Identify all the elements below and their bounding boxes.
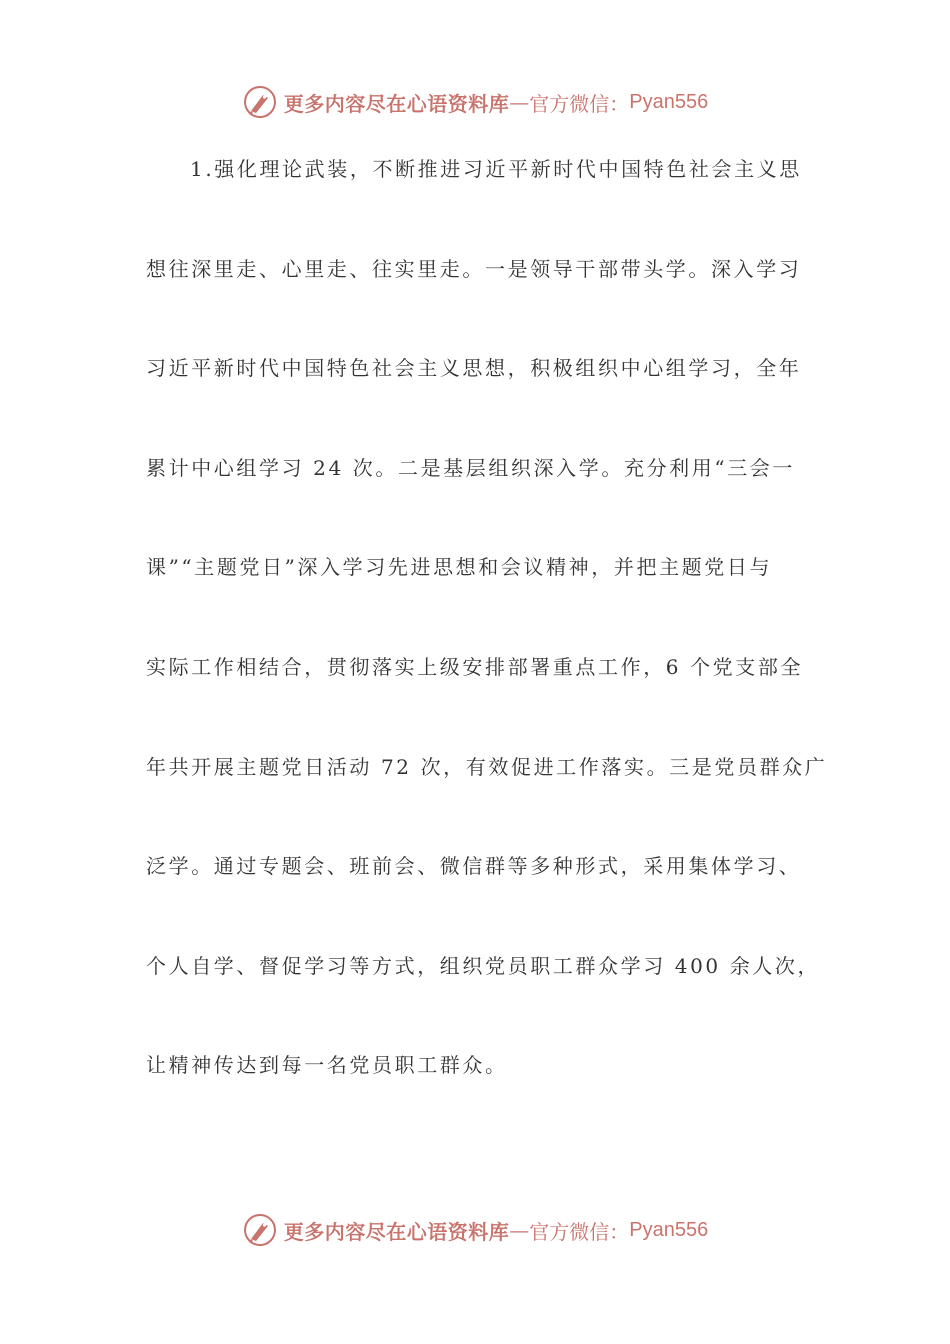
- paragraph-line: 个人自学、督促学习等方式，组织党员职工群众学习 400 余人次，: [146, 953, 821, 978]
- footer-banner: [0, 1208, 950, 1252]
- paragraph-line: 年共开展主题党日活动 72 次，有效促进工作落实。三是党员群众广: [146, 754, 828, 779]
- banner-wechat-label: 官方微信：: [529, 1219, 630, 1244]
- paragraph-line: 实际工作相结合，贯彻落实上级安排部署重点工作，6 个党支部全: [146, 654, 804, 679]
- banner-separator: —: [509, 1218, 530, 1242]
- pen-nib-logo-icon: [242, 1212, 278, 1248]
- banner-separator: —: [509, 90, 530, 114]
- banner-wechat-id: Pyan556: [629, 90, 709, 113]
- paragraph-line: 1.强化理论武装，不断推进习近平新时代中国特色社会主义思: [190, 157, 802, 181]
- paragraph-line: 让精神传达到每一名党员职工群众。: [146, 1053, 508, 1078]
- paragraph-line: 泛学。通过专题会、班前会、微信群等多种形式，采用集体学习、: [146, 854, 802, 879]
- paragraph-line: 累计中心组学习 24 次。二是基层组织深入学。充分利用“三会一: [146, 455, 795, 480]
- pen-nib-logo-icon: [242, 84, 278, 120]
- paragraph-line: 课”“主题党日”深入学习先进思想和会议精神，并把主题党日与: [146, 555, 773, 580]
- document-body: [146, 120, 828, 1116]
- header-banner: [0, 80, 950, 124]
- banner-wechat-id: Pyan556: [629, 1218, 709, 1241]
- banner-wechat-label: 官方微信：: [529, 91, 630, 116]
- paragraph-line: 想往深里走、心里走、往实里走。一是领导干部带头学。深入学习: [146, 256, 802, 281]
- banner-slogan: 更多内容尽在心语资料库: [283, 1219, 510, 1244]
- banner-slogan: 更多内容尽在心语资料库: [283, 91, 510, 116]
- paragraph-line: 习近平新时代中国特色社会主义思想，积极组织中心组学习，全年: [146, 356, 802, 381]
